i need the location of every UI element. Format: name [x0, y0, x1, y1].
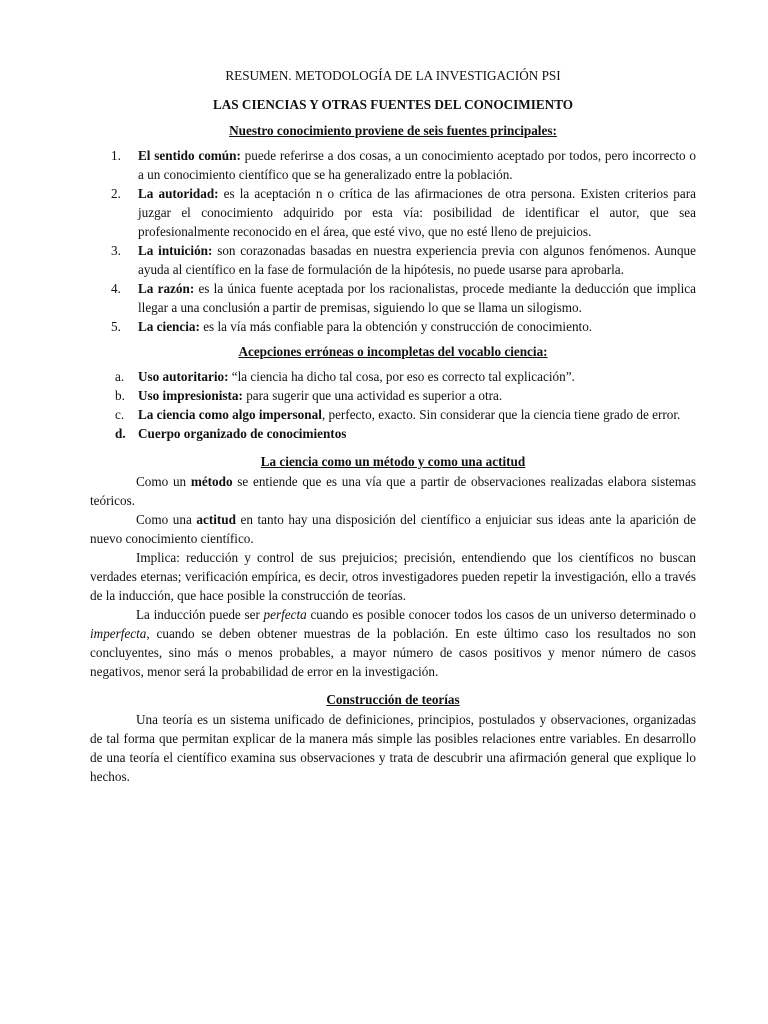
paragraph-metodo [90, 472, 696, 510]
document-body [90, 66, 696, 786]
list-term: Cuerpo organizado de conocimientos [138, 426, 347, 441]
section-heading-fuentes: Nuestro conocimiento proviene de seis fuentes principales: [229, 123, 557, 138]
list-marker: a. [115, 369, 125, 384]
list-item [90, 279, 696, 317]
section-heading-teorias: Construcción de teorías [326, 692, 460, 707]
list-marker: 5. [111, 319, 121, 334]
list-text: para sugerir que una actividad es superior a otra. [242, 388, 503, 403]
list-term: La ciencia como algo impersonal [138, 407, 322, 422]
document-title: RESUMEN. METODOLOGÍA DE LA INVESTIGACIÓN PSI [225, 68, 561, 83]
list-term: La ciencia: [138, 319, 200, 334]
list-marker: 2. [111, 186, 121, 201]
list-term: Uso impresionista: [138, 388, 243, 403]
paragraph-text: La inducción puede ser [136, 607, 264, 622]
list-marker: d. [115, 426, 126, 441]
list-text: es la vía más confiable para la obtención y construcción de conocimiento. [199, 319, 593, 334]
paragraph-text: Como una [136, 512, 197, 527]
list-item [90, 367, 696, 386]
paragraph-text: , cuando se deben obtener muestras de la población. En este último caso los resultados no son concluyentes, sino más o menos probables, a mayor número de casos positivos y menor número de casos negativos, menor será la probabilidad de error en la investigación. [90, 626, 696, 679]
paragraph-teoria: Una teoría es un sistema unificado de definiciones, principios, postulados y observaciones, organizadas de tal forma que permitan explicar de la manera más simple las posibles relaciones entre variables. En desarrollo de una teoría el científico examina sus observaciones y trata de descubrir una afirmación general que explique lo hechos. [90, 712, 696, 784]
list-marker: 3. [111, 243, 121, 258]
list-marker: 1. [111, 148, 121, 163]
list-text: es la única fuente aceptada por los racionalistas, procede mediante la deducción que implica llegar a una conclusión a partir de premisas, siguiendo lo que se llama un silogismo. [138, 281, 696, 315]
list-text: es la aceptación n o crítica de las afirmaciones de otra persona. Existen criterios para juzgar el conocimiento adquirido por esta vía: posibilidad de identificar el autor, que sea profesionalmente reconocido en el área, que esté vivo, que no esté lleno de prejuicios. [138, 186, 696, 239]
list-text: , perfecto, exacto. Sin considerar que la ciencia tiene grado de error. [321, 407, 681, 422]
list-term: La autoridad: [138, 186, 219, 201]
paragraph-text: en tanto hay una disposición del científico a enjuiciar sus ideas ante la aparición de nuevo conocimiento científico. [90, 512, 696, 546]
fuentes-list [90, 146, 696, 336]
paragraph-implica: Implica: reducción y control de sus prejuicios; precisión, entendiendo que los científicos no buscan verdades eternas; verificación empírica, es decir, otros investigadores pueden repetir la investigación, ello a través de la inducción, que hace posible la construcción de teorías. [90, 550, 696, 603]
acepciones-list [90, 367, 696, 443]
paragraph-actitud [90, 510, 696, 548]
section-heading-acepciones: Acepciones erróneas o incompletas del vocablo ciencia: [238, 344, 548, 359]
list-item [90, 184, 696, 241]
list-marker: b. [115, 388, 125, 403]
paragraph-term: actitud [196, 512, 236, 527]
section-heading-metodo-actitud: La ciencia como un método y como una actitud [260, 454, 526, 469]
list-term: La razón: [138, 281, 195, 296]
paragraph-term: método [190, 474, 233, 489]
list-marker: c. [115, 407, 125, 422]
paragraph-emphasis: imperfecta [90, 626, 147, 641]
list-term: La intuición: [138, 243, 213, 258]
document-subtitle: LAS CIENCIAS Y OTRAS FUENTES DEL CONOCIMIENTO [212, 97, 574, 112]
list-item [90, 386, 696, 405]
list-term: Uso autoritario: [138, 369, 229, 384]
paragraph-emphasis: perfecta [263, 607, 307, 622]
list-item [90, 317, 696, 336]
list-item [90, 241, 696, 279]
list-marker: 4. [111, 281, 121, 296]
list-text: son corazonadas basadas en nuestra experiencia previa con algunos fenómenos. Aunque ayuda al científico en la fase de formulación de la hipótesis, no puede usarse para aprobarla. [138, 243, 696, 277]
list-text: “la ciencia ha dicho tal cosa, por eso es correcto tal explicación”. [228, 369, 575, 384]
list-term: El sentido común: [138, 148, 241, 163]
paragraph-text: cuando es posible conocer todos los casos de un universo determinado o [306, 607, 696, 622]
paragraph-induccion [90, 605, 696, 681]
paragraph-text: Como un [136, 474, 191, 489]
list-item [90, 146, 696, 184]
list-text: puede referirse a dos cosas, a un conocimiento aceptado por todos, pero incorrecto o a un conocimiento científico que se ha generalizado entre la población. [138, 148, 696, 182]
list-item [90, 424, 696, 443]
paragraph-text: se entiende que es una vía que a partir de observaciones realizadas elabora sistemas teóricos. [90, 474, 696, 508]
list-item [90, 405, 696, 424]
